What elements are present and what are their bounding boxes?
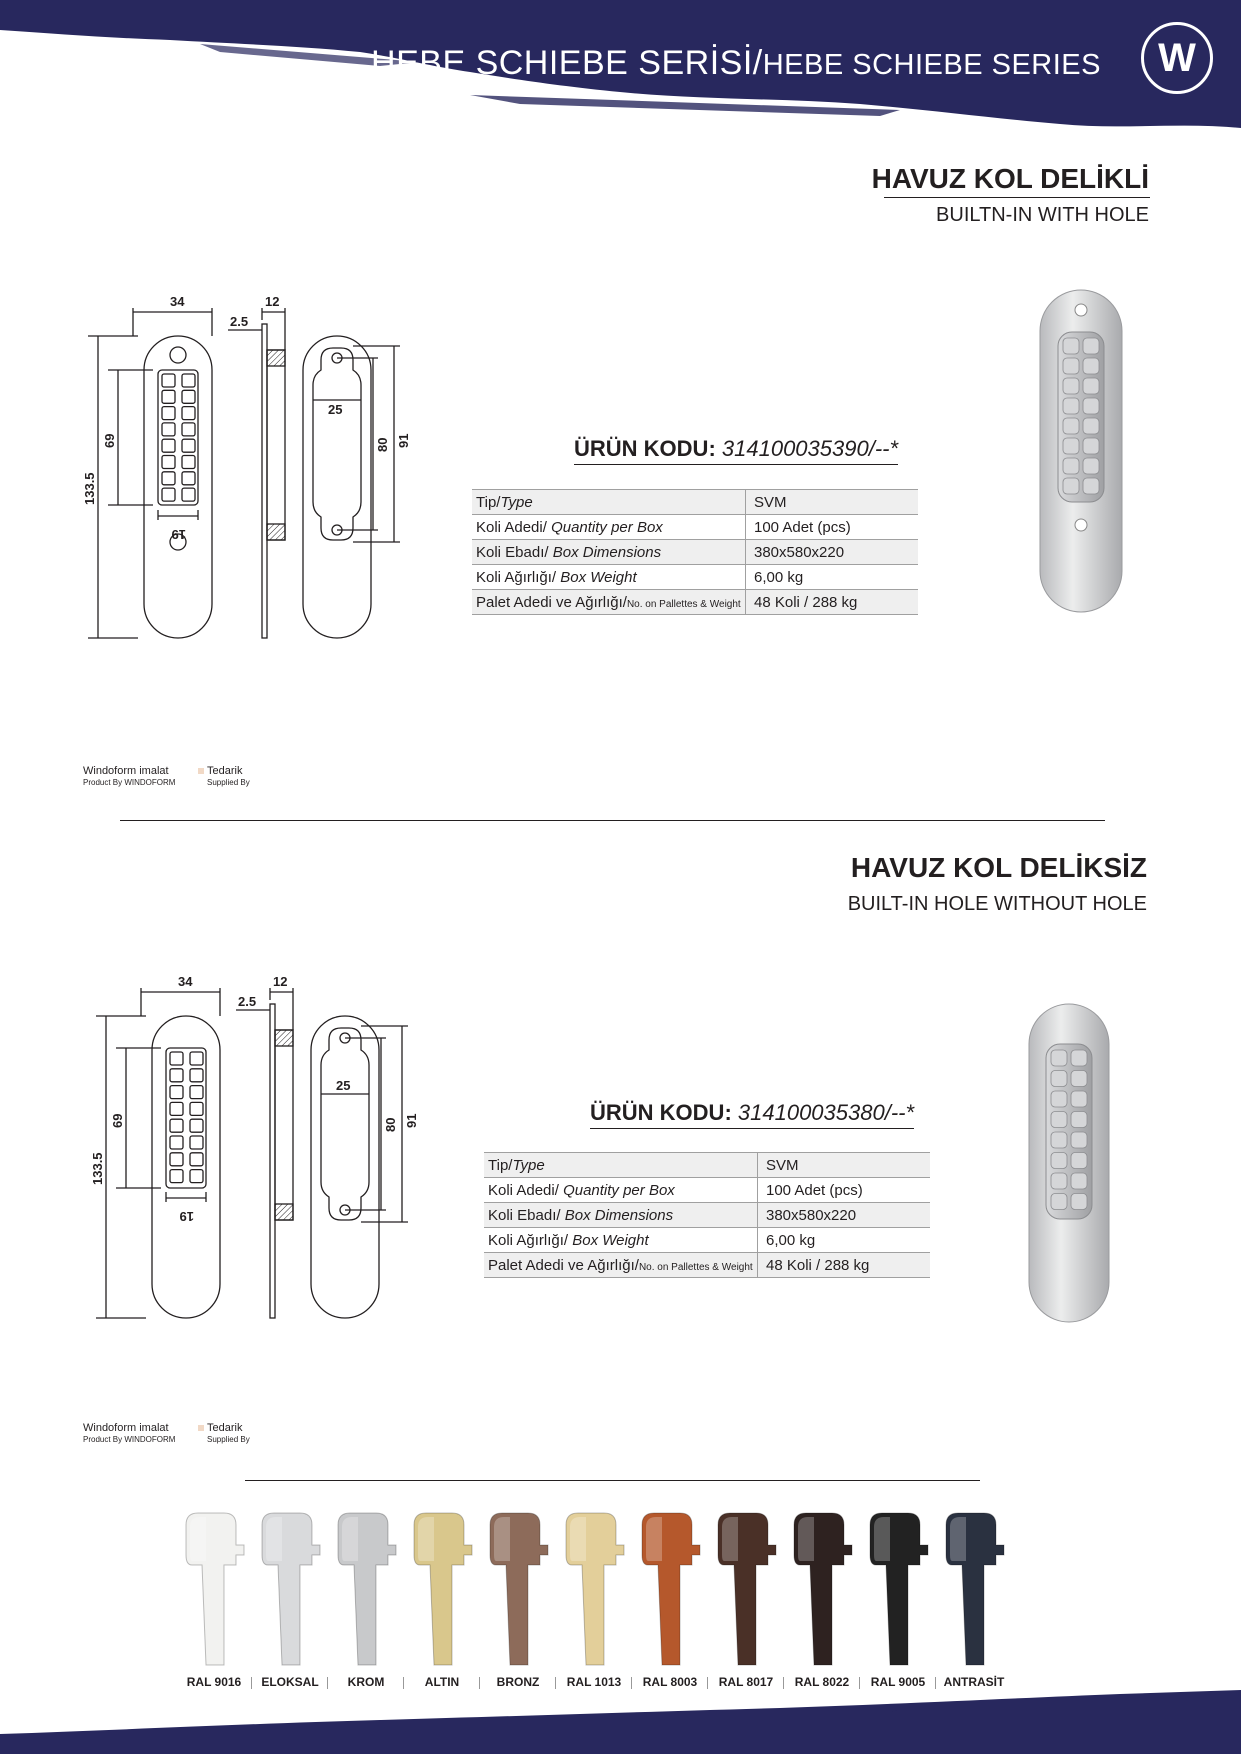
- keypad-key: [1063, 438, 1079, 454]
- keypad-key: [1051, 1050, 1067, 1066]
- keypad-key: [162, 374, 175, 387]
- keypad-key: [170, 1052, 183, 1065]
- dim-outer-height: 91: [404, 1113, 419, 1128]
- color-option: [328, 1505, 404, 1690]
- product-code-value: 314100035380/--*: [737, 1100, 915, 1125]
- product-code-value: 314100035390/--*: [721, 436, 899, 461]
- keypad-key: [1051, 1173, 1067, 1189]
- keypad-key: [1051, 1071, 1067, 1087]
- keypad-key: [1063, 378, 1079, 394]
- keypad-key: [1063, 478, 1079, 494]
- color-label: RAL 9005: [870, 1675, 926, 1689]
- table-row: Koli Ağırlığı/ Box Weight 6,00 kg: [484, 1228, 930, 1253]
- section-divider: [245, 1480, 980, 1481]
- handle-swatch-icon: [708, 1505, 784, 1670]
- color-label: RAL 8017: [718, 1675, 774, 1689]
- windoform-logo: [1141, 22, 1213, 94]
- keypad-key: [162, 423, 175, 436]
- handle-swatch-icon: [936, 1505, 1012, 1670]
- color-label: KROM: [347, 1675, 385, 1689]
- keypad-key: [162, 407, 175, 420]
- keypad-key: [170, 1170, 183, 1183]
- color-option: [784, 1505, 860, 1690]
- keypad-key: [1051, 1112, 1067, 1128]
- dim-inner-width: 25: [336, 1078, 351, 1093]
- color-option: [632, 1505, 708, 1690]
- keypad-key: [1083, 418, 1099, 434]
- dim-keypad-width: 19: [179, 1209, 194, 1224]
- keypad-key: [170, 1153, 183, 1166]
- keypad-key: [190, 1153, 203, 1166]
- keypad-key: [1063, 338, 1079, 354]
- keypad-key: [1051, 1132, 1067, 1148]
- product-code-label: ÜRÜN KODU:: [574, 436, 716, 461]
- keypad-key: [190, 1170, 203, 1183]
- keypad-key: [1051, 1194, 1067, 1210]
- logo-letter: W: [1158, 35, 1196, 80]
- legend-supplied: Tedarik Supplied By: [198, 1422, 250, 1446]
- keypad-key: [1083, 358, 1099, 374]
- keypad-key: [182, 456, 195, 469]
- keypad-key: [1071, 1173, 1087, 1189]
- handle-swatch-icon: [176, 1505, 252, 1670]
- keypad-key: [170, 1136, 183, 1149]
- keypad-key: [1083, 338, 1099, 354]
- product-subtitle: BUILT-IN HOLE WITHOUT HOLE: [847, 893, 1147, 915]
- keypad-key: [162, 456, 175, 469]
- product-title: HAVUZ KOL DELİKSİZ: [850, 852, 1147, 883]
- keypad-key: [182, 439, 195, 452]
- dim-inner-height: 80: [383, 1117, 398, 1132]
- handle-swatch-icon: [784, 1505, 860, 1670]
- keypad-key: [1083, 478, 1099, 494]
- supplied-swatch: [198, 1425, 204, 1431]
- dim-height: 133.5: [82, 472, 97, 505]
- keypad-key: [190, 1052, 203, 1065]
- product-subtitle: BUILTN-IN WITH HOLE: [936, 204, 1149, 226]
- series-title-tr: HEBE SCHIEBE SERİSİ/: [371, 44, 763, 82]
- dim-keypad-height: 69: [102, 433, 117, 448]
- keypad-key: [1051, 1091, 1067, 1107]
- handle-swatch-icon: [556, 1505, 632, 1670]
- keypad-key: [182, 423, 195, 436]
- color-label: RAL 9016: [186, 1675, 242, 1689]
- table-row: Tip/Type SVM: [484, 1153, 930, 1178]
- spec-table: [472, 489, 918, 615]
- handle-swatch-icon: [632, 1505, 708, 1670]
- color-option: [556, 1505, 632, 1690]
- handle-swatch-icon: [860, 1505, 936, 1670]
- keypad-key: [1063, 358, 1079, 374]
- keypad-key: [1071, 1194, 1087, 1210]
- keypad-key: [182, 407, 195, 420]
- color-option: [480, 1505, 556, 1690]
- dim-keypad-width: 19: [171, 527, 186, 542]
- handle-swatch-icon: [328, 1505, 404, 1670]
- keypad-key: [1051, 1153, 1067, 1169]
- keypad-key: [162, 439, 175, 452]
- table-row: Koli Ebadı/ Box Dimensions 380x580x220: [484, 1203, 930, 1228]
- color-option: [404, 1505, 480, 1690]
- dim-width: 34: [170, 294, 185, 309]
- section-divider: [120, 820, 1105, 821]
- color-options: [176, 1505, 1012, 1690]
- color-label: ALTIN: [424, 1675, 460, 1689]
- legend-own: Windoform imalat Product By WINDOFORM: [83, 1422, 176, 1444]
- color-label: RAL 8022: [794, 1675, 850, 1689]
- series-title: [371, 44, 1101, 83]
- color-option: [860, 1505, 936, 1690]
- dim-inner-width: 25: [328, 402, 343, 417]
- technical-drawing: [78, 290, 428, 650]
- dim-inner-height: 80: [375, 437, 390, 452]
- color-label: BRONZ: [496, 1675, 540, 1689]
- keypad-key: [1071, 1112, 1087, 1128]
- product-photo: [1026, 1002, 1112, 1324]
- keypad-key: [182, 488, 195, 501]
- keypad-key: [190, 1136, 203, 1149]
- dim-height: 133.5: [90, 1152, 105, 1185]
- keypad-key: [1083, 458, 1099, 474]
- keypad-key: [170, 1119, 183, 1132]
- table-row: Koli Adedi/ Quantity per Box 100 Adet (pcs): [472, 515, 918, 540]
- keypad-key: [1063, 418, 1079, 434]
- color-option: [176, 1505, 252, 1690]
- keypad-key: [1071, 1050, 1087, 1066]
- table-row: Palet Adedi ve Ağırlığı/No. on Pallettes & Weight 48 Koli / 288 kg: [472, 590, 918, 615]
- keypad-key: [190, 1069, 203, 1082]
- dim-depth: 12: [265, 294, 280, 309]
- dim-outer-height: 91: [396, 433, 411, 448]
- legend-supplied: Tedarik Supplied By: [198, 765, 250, 789]
- keypad-key: [182, 390, 195, 403]
- dim-keypad-height: 69: [110, 1113, 125, 1128]
- keypad-key: [162, 472, 175, 485]
- keypad-key: [190, 1119, 203, 1132]
- spec-table: [484, 1152, 930, 1278]
- color-option: [708, 1505, 784, 1690]
- handle-swatch-icon: [252, 1505, 328, 1670]
- handle-swatch-icon: [404, 1505, 480, 1670]
- product-code: [590, 1100, 914, 1129]
- keypad-key: [1071, 1132, 1087, 1148]
- footer-band: [0, 1690, 1241, 1754]
- dim-depth: 12: [273, 974, 288, 989]
- supplied-swatch: [198, 768, 204, 774]
- keypad-key: [1083, 438, 1099, 454]
- product-code-label: ÜRÜN KODU:: [590, 1100, 732, 1125]
- keypad-key: [162, 488, 175, 501]
- dim-flange: 2.5: [230, 314, 249, 329]
- series-title-en: HEBE SCHIEBE SERIES: [762, 49, 1101, 81]
- handle-swatch-icon: [480, 1505, 556, 1670]
- table-row: Koli Ebadı/ Box Dimensions 380x580x220: [472, 540, 918, 565]
- keypad-key: [190, 1102, 203, 1115]
- color-label: ELOKSAL: [261, 1675, 319, 1689]
- table-row: Tip/Type SVM: [472, 490, 918, 515]
- keypad-key: [1063, 458, 1079, 474]
- keypad-key: [170, 1102, 183, 1115]
- product-photo: [1036, 288, 1126, 616]
- dim-flange: 2.5: [238, 994, 257, 1009]
- product-title: HAVUZ KOL DELİKLİ: [871, 163, 1149, 194]
- color-option: [252, 1505, 328, 1690]
- color-label: RAL 1013: [566, 1675, 622, 1689]
- keypad-key: [190, 1086, 203, 1099]
- keypad-key: [1063, 398, 1079, 414]
- product-code: [574, 436, 898, 465]
- table-row: Koli Adedi/ Quantity per Box 100 Adet (pcs): [484, 1178, 930, 1203]
- color-label: RAL 8003: [642, 1675, 698, 1689]
- title-underline: [884, 197, 1150, 198]
- legend-own: Windoform imalat Product By WINDOFORM: [83, 765, 176, 787]
- color-option: [936, 1505, 1012, 1690]
- dim-width: 34: [178, 974, 193, 989]
- keypad-key: [170, 1069, 183, 1082]
- keypad-key: [182, 472, 195, 485]
- keypad-key: [1071, 1091, 1087, 1107]
- keypad-key: [1083, 378, 1099, 394]
- keypad-key: [1071, 1071, 1087, 1087]
- keypad-key: [182, 374, 195, 387]
- table-row: Koli Ağırlığı/ Box Weight 6,00 kg: [472, 565, 918, 590]
- keypad-key: [1083, 398, 1099, 414]
- keypad-key: [170, 1086, 183, 1099]
- table-row: Palet Adedi ve Ağırlığı/No. on Pallettes & Weight 48 Koli / 288 kg: [484, 1253, 930, 1278]
- keypad-key: [1071, 1153, 1087, 1169]
- color-label: ANTRASİT: [943, 1675, 1005, 1689]
- technical-drawing: [86, 970, 436, 1330]
- keypad-key: [162, 390, 175, 403]
